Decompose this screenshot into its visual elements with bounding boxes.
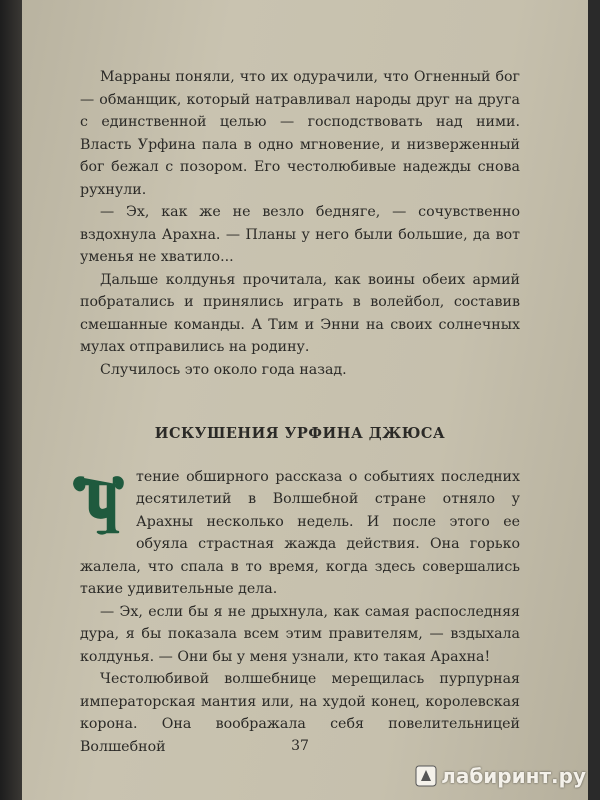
paragraph: — Эх, как же не везло бедняге, — сочувственно вздохнула Арахна. — Планы у него были большие, да вот уменья не хватило... — [80, 204, 520, 265]
paragraph: Честолюбивой волшебнице мерещилась пурпурная императорская мантия или, на худой конец, королевская корона. Она воображала себя повелительницей Волшебной — [80, 671, 520, 755]
chapter-title: ИСКУШЕНИЯ УРФИНА ДЖЮСА — [154, 425, 446, 442]
watermark — [415, 764, 586, 788]
dropcap-paragraph — [80, 466, 520, 601]
paragraph: Дальше колдунья прочитала, как воины обеих армий побратались и принялись играть в волейбол, составив смешанные команды. А Тим и Энни на своих солнечных мулах отправились на родину. — [80, 271, 520, 355]
labirint-logo-icon — [415, 765, 437, 787]
dropcap-paragraph-text: тение обширного рассказа о событиях последних десятилетий в Волшебной стране отняло у Арахны несколько недель. И после этого ее обуяла страстная жажда действия. Она горько жалела, что спала в то время, когда здесь совершались такие удивительные дела. — [80, 468, 520, 597]
watermark-text: лабиринт.ру — [441, 764, 586, 788]
paragraph: Случилось это около года назад. — [100, 361, 347, 378]
page-text — [80, 66, 520, 758]
page-number: 37 — [291, 738, 309, 754]
drop-cap-text: Ч — [98, 516, 100, 519]
drop-cap-letter — [70, 468, 128, 538]
drop-cap-ornament-icon — [70, 468, 128, 538]
book-spine-shadow — [0, 0, 22, 800]
paragraph: — Эх, если бы я не дрыхнула, как самая распоследняя дура, я бы показала всем этим правителям, — вздыхала колдунья. — Они бы у меня узнали, кто такая Арахна! — [80, 603, 520, 665]
paragraph: Марраны поняли, что их одурачили, что Огненный бог — обманщик, который натравливал народы друг на друга с единственной целью — господствовать над ними. Власть Урфина пала в одно мгновение, и низверженный бог бежал с позором. Его честолюбивые надежды снова рухнули. — [80, 69, 520, 198]
